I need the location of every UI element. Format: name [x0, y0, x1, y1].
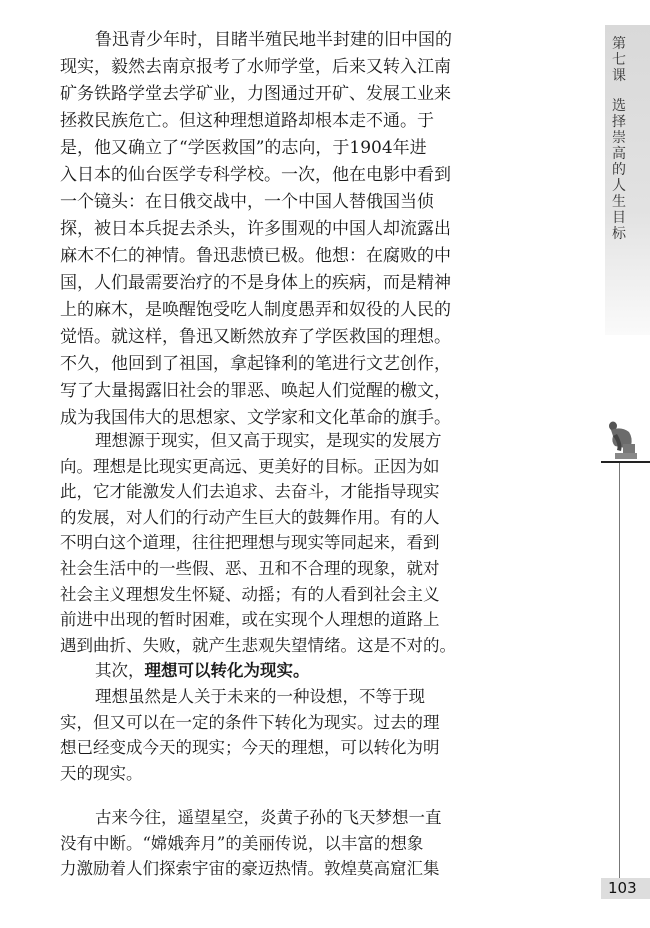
- text-line: 入日本的仙台医学专科学校。一次，他在电影中看到: [60, 165, 451, 185]
- text-line: 是，他又确立了“学医救国”的志向，于1904年进: [60, 138, 427, 158]
- text-line: 国，人们最需要治疗的不是身体上的疾病，而是精神: [60, 273, 451, 293]
- paragraph-luxun: [60, 27, 452, 432]
- text-line: 想已经变成今天的现实；今天的理想，可以转化为明: [60, 738, 440, 758]
- point-bold-heading: 理想可以转化为现实。: [144, 661, 310, 681]
- text-line: 的发展，对人们的行动产生巨大的鼓舞作用。有的人: [60, 507, 440, 527]
- paragraph-flying-dream: [60, 805, 442, 882]
- text-line: 麻木不仁的神情。鲁迅悲愤已极。他想：在腐败的中: [60, 246, 451, 266]
- text-line: 此，它才能激发人们去追求、去奋斗，才能指导现实: [60, 482, 440, 502]
- text-line: 社会主义理想发生怀疑、动摇；有的人看到社会主义: [60, 584, 440, 604]
- page-number: 103: [601, 878, 650, 899]
- text-line: 理想源于现实，但又高于现实，是现实的发展方: [95, 431, 442, 450]
- text-line: 上的麻木，是唤醒饱受吃人制度愚弄和奴役的人民的: [60, 300, 451, 320]
- paragraph-ideal-reality: [60, 428, 456, 786]
- sidebar-lesson-title: [610, 36, 628, 242]
- text-line: 写了大量揭露旧社会的罪恶、唤起人们觉醒的檄文，: [60, 381, 451, 401]
- text-line: 遇到曲折、失败，就产生悲观失望情绪。这是不对的。: [60, 635, 456, 655]
- text-line: 前进中出现的暂时困难，或在实现个人理想的道路上: [60, 610, 440, 630]
- margin-rule-horizontal: [601, 461, 650, 463]
- point-heading: [60, 658, 412, 684]
- lesson-number: 第七课: [612, 36, 626, 84]
- point-prefix: 其次，: [95, 661, 145, 681]
- text-line: 天的现实。: [60, 763, 143, 783]
- text-line: 鲁迅青少年时，目睹半殖民地半封建的旧中国的: [95, 30, 452, 50]
- text-line: 探，被日本兵捉去杀头，许多围观的中国人却流露出: [60, 219, 451, 239]
- text-line: 不明白这个道理，往往把理想与现实等同起来，看到: [60, 533, 440, 553]
- text-line: 理想虽然是人关于未来的一种设想，不等于现: [95, 686, 425, 706]
- text-line: 古来今往，遥望星空，炎黄子孙的飞天梦想一直: [95, 808, 442, 827]
- text-line: 矿务铁路学堂去学矿业，力图通过开矿、发展工业来: [60, 84, 451, 104]
- text-line: 一个镜头：在日俄交战中，一个中国人替俄国当侦: [60, 192, 434, 212]
- text-line: 没有中断。“嫦娥奔月”的美丽传说，以丰富的想象: [60, 833, 424, 853]
- thinker-statue-icon: [601, 418, 641, 460]
- text-line: 社会生活中的一些假、恶、丑和不合理的现象，就对: [60, 558, 440, 578]
- text-line: 向。理想是比现实更高远、更美好的目标。正因为如: [60, 456, 440, 476]
- text-line: 成为我国伟大的思想家、文学家和文化革命的旗手。: [60, 408, 451, 428]
- lesson-title: 选择崇高的人生目标: [612, 98, 626, 242]
- text-line: 力激励着人们探索宇宙的豪迈热情。敦煌莫高窟汇集: [60, 859, 440, 879]
- margin-rule-vertical: [619, 463, 620, 878]
- text-line: 不久，他回到了祖国，拿起锋利的笔进行文艺创作，: [60, 354, 451, 374]
- text-line: 实，但又可以在一定的条件下转化为现实。过去的理: [60, 712, 440, 732]
- text-line: 拯救民族危亡。但这种理想道路却根本走不通。于: [60, 111, 434, 131]
- text-line: 觉悟。就这样，鲁迅又断然放弃了学医救国的理想。: [60, 327, 451, 347]
- text-line: 现实，毅然去南京报考了水师学堂，后来又转入江南: [60, 57, 451, 77]
